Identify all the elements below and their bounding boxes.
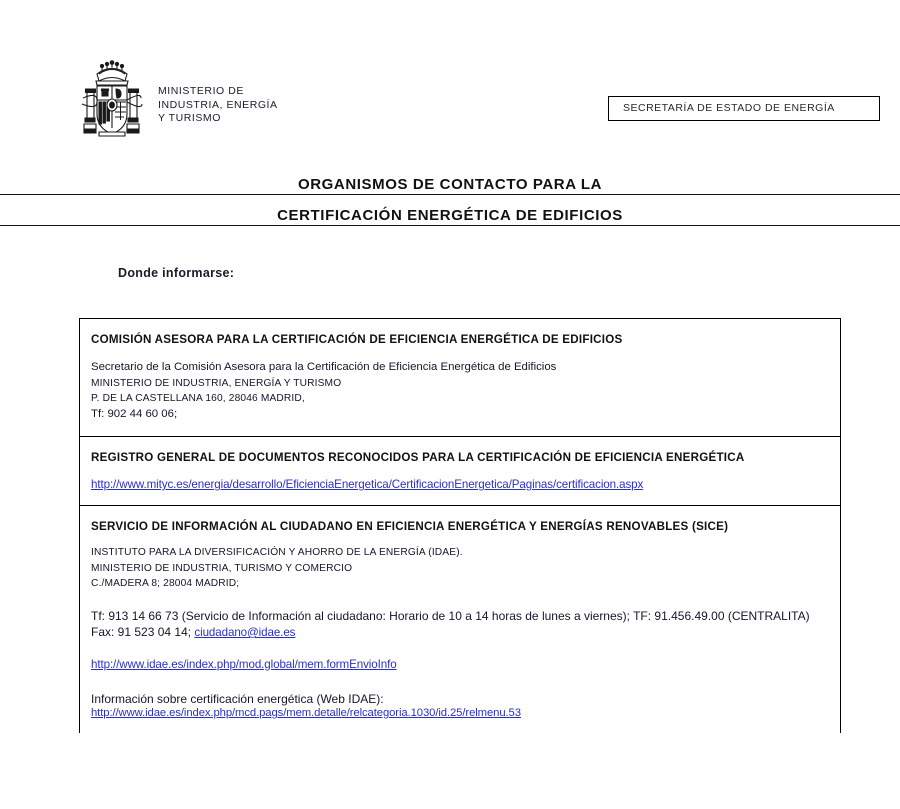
sice-email-link[interactable]: ciudadano@idae.es (194, 626, 296, 639)
page-title-line-2: CERTIFICACIÓN ENERGÉTICA DE EDIFICIOS (0, 207, 900, 226)
idae-line-3: C./MADERA 8; 28004 MADRID; (91, 578, 240, 589)
secretaria-de-estado-label: SECRETARÍA DE ESTADO DE ENERGÍA (623, 102, 835, 114)
idae-line-2: MINISTERIO DE INDUSTRIA, TURISMO Y COMERCIO (91, 562, 353, 574)
contact-organisms-table (79, 318, 841, 733)
idae-line-1: INSTITUTO PARA LA DIVERSIFICACIÓN Y AHORRO DE LA ENERGÍA (IDAE). (91, 547, 463, 558)
document-header (0, 0, 900, 150)
idae-form-link[interactable]: http://www.idae.es/index.php/mod.global/mem.formEnvioInfo (91, 657, 397, 671)
page-title (0, 176, 900, 226)
idae-info-label: Información sobre certificación energética (Web IDAE): (91, 691, 384, 706)
registro-general-link[interactable]: http://www.mityc.es/energia/desarrollo/EficienciaEnergetica/CertificacionEnergetica/Paginas/certificacion.aspx (91, 478, 644, 491)
comision-asesora-line-3: P. DE LA CASTELLANA 160, 28046 MADRID, (91, 393, 305, 404)
sice-fax-line (91, 624, 830, 642)
page-title-line-1: ORGANISMOS DE CONTACTO PARA LA (0, 176, 900, 195)
secretaria-de-estado-box (608, 96, 880, 121)
comision-asesora-line-1: Secretario de la Comisión Asesora para la Certificación de Eficiencia Energética de Edificios (91, 361, 557, 373)
ministry-name (158, 85, 278, 126)
sice-phone-paragraph: Tf: 913 14 66 73 (Servicio de Información al ciudadano: Horario de 10 a 14 horas de lunes a viernes); TF: 91.456.49.00 (CENTRALITA) (91, 608, 810, 623)
intro-label: Donde informarse: (118, 266, 235, 280)
table-row (80, 319, 840, 437)
spain-coat-of-arms-icon (75, 58, 149, 142)
sice-fax-label: Fax: 91 523 04 14; (91, 625, 195, 639)
ministry-line-2: INDUSTRIA, ENERGÍA (158, 98, 278, 111)
section-heading-registro-general: REGISTRO GENERAL DE DOCUMENTOS RECONOCIDOS PARA LA CERTIFICACIÓN DE EFICIENCIA ENERGÉTICA (91, 451, 745, 464)
comision-asesora-line-2: MINISTERIO DE INDUSTRIA, ENERGÍA Y TURISMO (91, 377, 342, 389)
section-heading-comision-asesora: COMISIÓN ASESORA PARA LA CERTIFICACIÓN DE EFICIENCIA ENERGÉTICA DE EDIFICIOS (91, 333, 623, 346)
section-heading-sice: SERVICIO DE INFORMACIÓN AL CIUDADANO EN EFICIENCIA ENERGÉTICA Y ENERGÍAS RENOVABLES (SICE) (91, 520, 729, 533)
table-row (80, 506, 840, 733)
table-row (80, 437, 840, 506)
ministry-line-3: Y TURISMO (158, 112, 221, 124)
ministry-line-1: MINISTERIO DE (158, 85, 244, 97)
comision-asesora-phone: Tf: 902 44 60 06; (91, 407, 178, 420)
idae-info-link[interactable]: http://www.idae.es/index.php/mcd.pags/mem.detalle/relcategoria.1030/id.25/relmenu.53 (91, 707, 521, 719)
